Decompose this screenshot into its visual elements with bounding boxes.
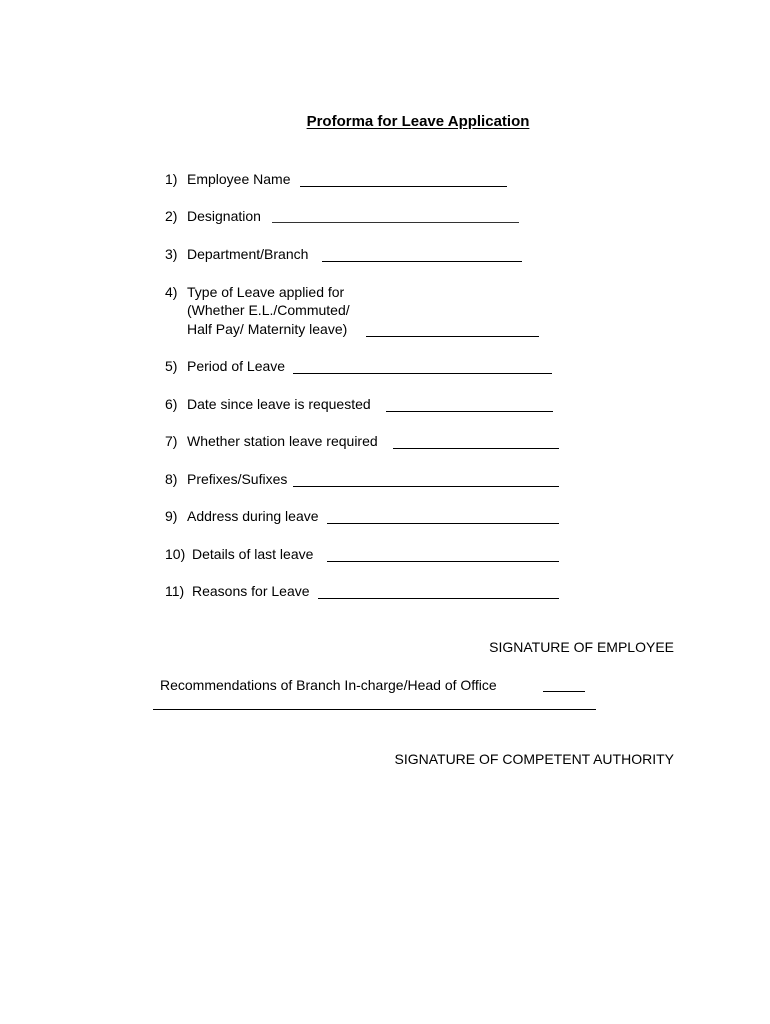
- field-number: 3): [165, 246, 178, 262]
- address-during-leave-blank[interactable]: [327, 523, 559, 524]
- field-number: 1): [165, 171, 178, 187]
- field-label: Date since leave is requested: [187, 396, 371, 412]
- department-branch-blank[interactable]: [322, 261, 522, 262]
- field-label: Reasons for Leave: [192, 583, 310, 599]
- station-leave-blank[interactable]: [393, 448, 559, 449]
- field-label-line-1: Type of Leave applied for: [187, 284, 345, 300]
- field-number: 6): [165, 396, 178, 412]
- reasons-for-leave-blank[interactable]: [318, 598, 559, 599]
- recommendations-short-blank[interactable]: [543, 691, 585, 692]
- prefixes-sufixes-blank[interactable]: [293, 486, 559, 487]
- field-label-line-2: (Whether E.L./Commuted/: [187, 302, 350, 318]
- details-last-leave-blank[interactable]: [327, 561, 559, 562]
- field-label: Whether station leave required: [187, 433, 378, 449]
- type-of-leave-blank[interactable]: [366, 336, 539, 337]
- field-number: 10): [165, 546, 186, 562]
- date-since-leave-blank[interactable]: [386, 411, 553, 412]
- field-label: Employee Name: [187, 171, 291, 187]
- field-label: Period of Leave: [187, 358, 286, 374]
- field-number: 9): [165, 508, 178, 524]
- employee-name-blank[interactable]: [300, 186, 507, 187]
- field-label-line-3: Half Pay/ Maternity leave): [187, 321, 348, 337]
- period-of-leave-blank[interactable]: [293, 373, 552, 374]
- field-number: 11): [165, 583, 185, 599]
- field-label: Prefixes/Sufixes: [187, 471, 288, 487]
- designation-blank[interactable]: [272, 222, 519, 223]
- field-label: Details of last leave: [192, 546, 314, 562]
- employee-signature-label: SIGNATURE OF EMPLOYEE: [489, 639, 674, 655]
- page-title: Proforma for Leave Application: [306, 113, 530, 130]
- recommendations-label: Recommendations of Branch In-charge/Head of Office: [160, 677, 497, 693]
- field-number: 8): [165, 471, 178, 487]
- field-label: Department/Branch: [187, 246, 309, 262]
- field-number: 2): [165, 208, 178, 224]
- field-label: Address during leave: [187, 508, 319, 524]
- recommendations-long-blank[interactable]: [153, 709, 596, 710]
- field-number: 7): [165, 433, 178, 449]
- field-label: Designation: [187, 208, 261, 224]
- field-number: 4): [165, 284, 178, 300]
- field-number: 5): [165, 358, 178, 374]
- authority-signature-label: SIGNATURE OF COMPETENT AUTHORITY: [394, 751, 674, 767]
